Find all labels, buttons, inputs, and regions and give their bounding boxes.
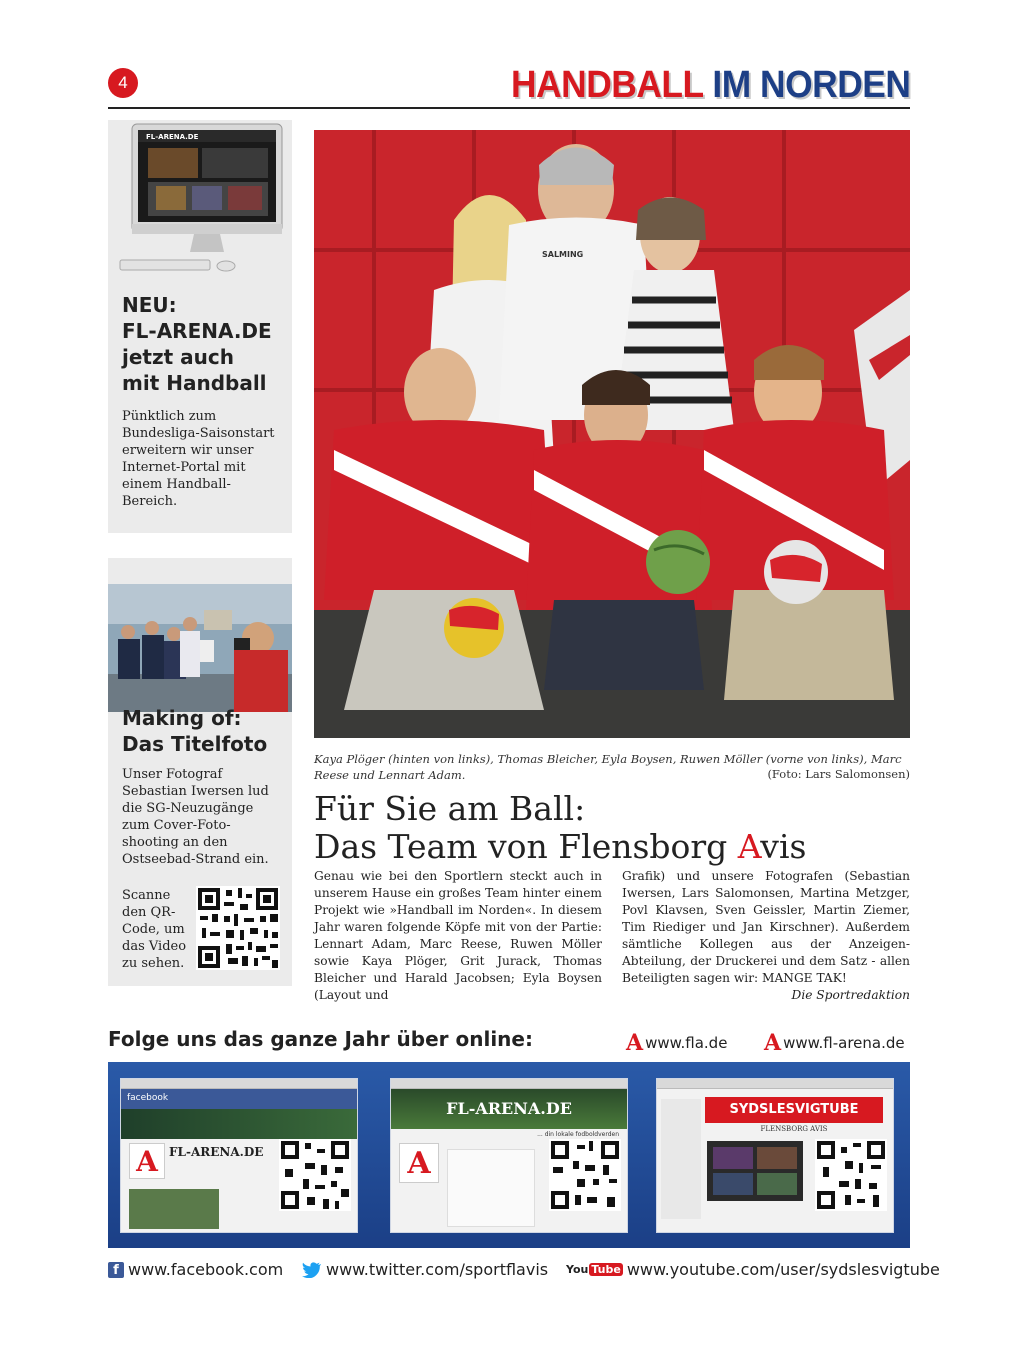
article-signature: Die Sportredaktion xyxy=(791,988,910,1002)
twitter-icon xyxy=(302,1262,322,1278)
header-rule xyxy=(108,107,910,109)
facebook-link[interactable] xyxy=(108,1260,283,1279)
screen-label: FL-ARENA.DE xyxy=(146,133,199,141)
qr-code-icon xyxy=(279,1139,351,1211)
shirt-brand: SALMING xyxy=(542,250,584,259)
fl-arena-banner: FL-ARENA.DE xyxy=(169,1145,264,1159)
fla-logo-icon: A xyxy=(626,1030,644,1056)
fl-arena-subtitle: ... din lokale fodboldverden xyxy=(537,1131,619,1138)
fl-arena-banner: FL-ARENA.DE xyxy=(391,1089,627,1129)
imac-illustration xyxy=(108,120,292,280)
box1-text: Pünktlich zum Bundesliga-Saisonstart erweitern wir unser Internet-Portal mit einem Handball-Bereich. xyxy=(122,409,275,509)
facebook-icon: f xyxy=(108,1262,124,1278)
box1-title-line: jetzt auch xyxy=(122,345,234,369)
article-column-2-text: Grafik) und unsere Fotografen (Sebastian Iwersen, Lars Salomonsen, Martina Metzger, Povl Klavsen, Sven Geissler, Martin Ziemer, Tim Riediger und Jan Kirschner). Außerdem sämtliche Kollegen aus der Anzeigen-Abteilung, der Druckerei und dem Satz - allen Beteiligten sagen wir: MANGE TAK! xyxy=(622,869,910,985)
follow-title: Folge uns das ganze Jahr über online: xyxy=(108,1027,533,1051)
facebook-link-text: www.facebook.com xyxy=(128,1260,284,1279)
headline-text: Das Team von Flensborg xyxy=(314,827,738,866)
youtube-icon-you: You xyxy=(566,1263,589,1276)
flensborg-avis-label: FLENSBORG AVIS xyxy=(760,1125,828,1133)
headline-red-a: A xyxy=(737,827,761,866)
browser-bar xyxy=(391,1079,627,1089)
photo-caption: Kaya Plöger (hinten von links), Thomas Bleicher, Eyla Boysen, Ruwen Möller (vorne von links), Marc Reese und Lennart Adam. xyxy=(314,752,902,782)
making-of-photo xyxy=(108,584,292,712)
box1-title-line: NEU: xyxy=(122,293,177,317)
photo-credit: (Foto: Lars Salomonsen) xyxy=(767,767,910,781)
screenshots-band xyxy=(108,1062,910,1248)
youtube-link-text: www.youtube.com/user/sydslesvigtube xyxy=(626,1260,940,1279)
qr-instruction: Scanne den QR-Code, um das Video zu sehen. xyxy=(122,888,187,971)
masthead-im-norden: IM NORDEN xyxy=(711,64,910,106)
box2-text: Unser Fotograf Sebastian Iwersen lud die SG-Neuzugänge zum Cover-Foto-shooting an den Ostseebad-Strand ein. xyxy=(122,767,269,867)
page-number: 4 xyxy=(108,68,138,98)
twitter-link[interactable] xyxy=(302,1260,548,1279)
fl-arena-screenshot[interactable] xyxy=(390,1078,628,1233)
youtube-link[interactable] xyxy=(566,1260,940,1279)
browser-bar xyxy=(121,1079,357,1089)
article-column-2 xyxy=(622,868,910,1004)
masthead-handball: HANDBALL xyxy=(510,64,703,106)
headline-line-2 xyxy=(314,828,910,866)
link-fla[interactable] xyxy=(626,1030,727,1056)
youtube-icon xyxy=(566,1263,623,1276)
box1-title-line: FL-ARENA.DE xyxy=(122,319,272,343)
team-photo-illustration xyxy=(314,130,910,738)
masthead xyxy=(511,64,910,107)
link-fla-text: www.fla.de xyxy=(645,1034,728,1052)
article-headline xyxy=(314,790,910,866)
twitter-link-text: www.twitter.com/sportflavis xyxy=(326,1260,549,1279)
youtube-icon-tube: Tube xyxy=(591,1263,621,1276)
team-photo xyxy=(314,130,910,738)
facebook-screenshot[interactable] xyxy=(120,1078,358,1233)
qr-code-icon xyxy=(549,1139,621,1211)
qr-code-icon[interactable] xyxy=(196,886,280,970)
qr-code-icon xyxy=(815,1139,887,1211)
browser-bar xyxy=(657,1079,893,1089)
box1-title-line: mit Handball xyxy=(122,371,267,395)
youtube-screenshot[interactable] xyxy=(656,1078,894,1233)
box2-title-line: Das Titelfoto xyxy=(122,732,268,756)
box2-title-line: Making of: xyxy=(122,706,242,730)
sydslesvigtube-banner: SYDSLESVIGTUBE xyxy=(705,1097,883,1123)
link-fl-arena-text: www.fl-arena.de xyxy=(783,1034,905,1052)
sidebar-box-fl-arena xyxy=(108,120,292,533)
fla-logo-icon: A xyxy=(129,1143,165,1179)
fla-logo-icon: A xyxy=(764,1030,782,1056)
fla-logo-icon: A xyxy=(399,1143,439,1183)
facebook-header: facebook xyxy=(121,1089,357,1109)
sidebar-box-making-of xyxy=(108,558,292,986)
box2-title xyxy=(122,705,267,757)
article-column-1: Genau wie bei den Sportlern steckt auch in unserem Hause ein großes Team hinter einem Projekt wie »Handball im Norden«. In diesem Jahr waren folgende Köpfe mit von der Partie: Lennart Adam, Marc Reese, Ruwen Möller sowie Kaya Plöger, Grit Jurack, Thomas Bleicher und Harald Jacobsen; Eyla Boysen (Layout und xyxy=(314,869,602,1002)
headline-text: vis xyxy=(760,827,807,866)
box1-title xyxy=(122,292,272,396)
link-fl-arena[interactable] xyxy=(764,1030,905,1056)
headline-line-1: Für Sie am Ball: xyxy=(314,789,586,828)
